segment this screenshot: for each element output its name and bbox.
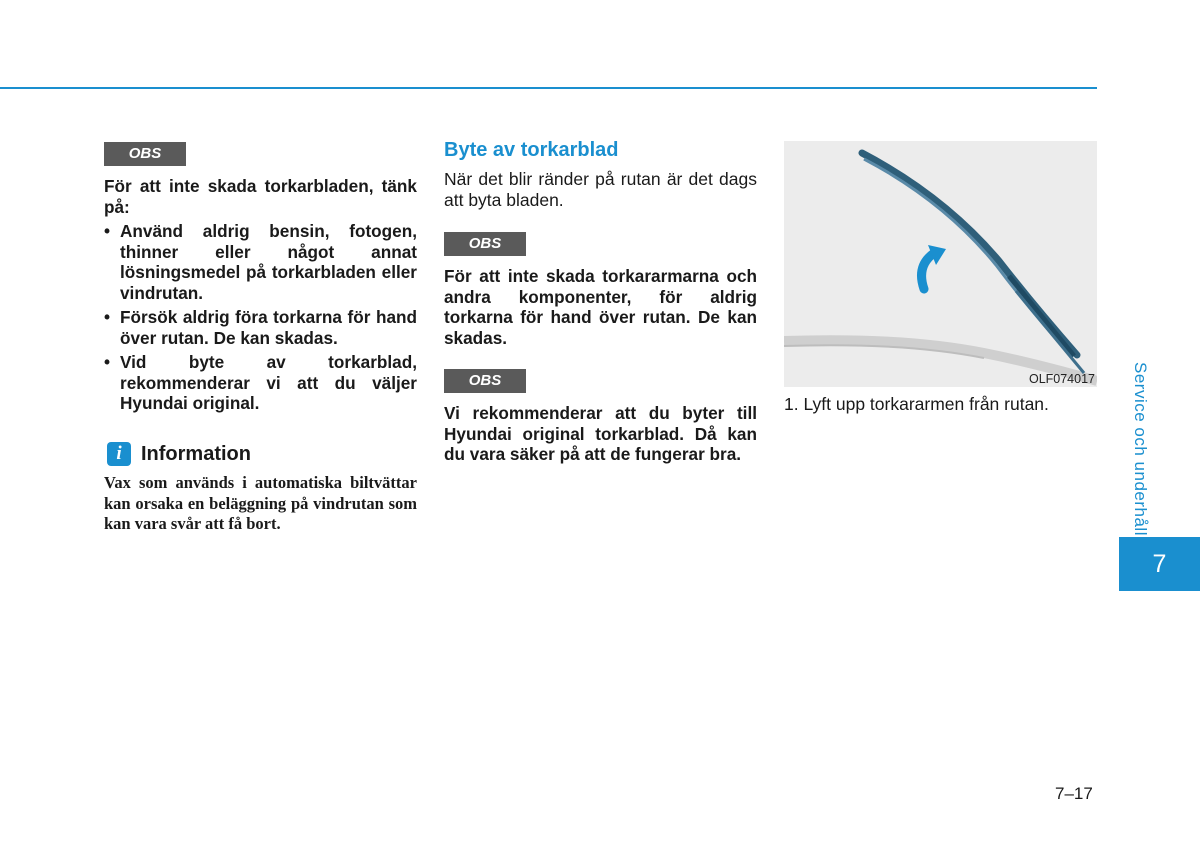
page-number: 7–17 (1055, 784, 1093, 803)
bullet-item: • Försök aldrig föra torkarna för hand över rutan. De kan skadas. (104, 307, 417, 348)
obs-text: För att inte skada torkararmarna och andra komponenter, för aldrig torkarna för hand över rutan. De kan skadas. (444, 266, 757, 348)
bullet-item: • Vid byte av torkarblad, rekommenderar vi att du väljer Hyundai original. (104, 352, 417, 414)
information-title: Information (141, 442, 251, 465)
figure-code: OLF074017 (1028, 372, 1095, 386)
wiper-blade-illustration (784, 141, 1097, 387)
obs-badge: OBS (104, 142, 186, 166)
figure-caption: 1. Lyft upp torkararmen från rutan. (784, 394, 1049, 414)
chapter-tab: 7 (1119, 537, 1200, 591)
information-header (107, 442, 251, 466)
obs-badge: OBS (444, 232, 526, 256)
information-text: Vax som används i automatiska biltvättar kan orsaka en beläggning på vindrutan som kan vara svår att få bort. (104, 473, 417, 533)
wiper-figure (784, 141, 1097, 387)
obs-badge: OBS (444, 369, 526, 393)
info-icon: i (107, 442, 131, 466)
top-rule (0, 87, 1097, 89)
obs-intro-text: För att inte skada torkarbladen, tänk på: (104, 176, 417, 217)
obs-bullet-list (104, 221, 417, 418)
obs-text: Vi rekommenderar att du byter till Hyundai original torkarblad. Då kan du vara säker på att de fungerar bra. (444, 403, 757, 464)
bullet-item: • Använd aldrig bensin, fotogen, thinner eller något annat lösningsmedel på torkarbladen eller vindrutan. (104, 221, 417, 303)
section-intro: När det blir ränder på rutan är det dags att byta bladen. (444, 169, 757, 210)
section-side-label: Service och underhåll (1131, 362, 1150, 536)
section-heading: Byte av torkarblad (444, 139, 619, 161)
